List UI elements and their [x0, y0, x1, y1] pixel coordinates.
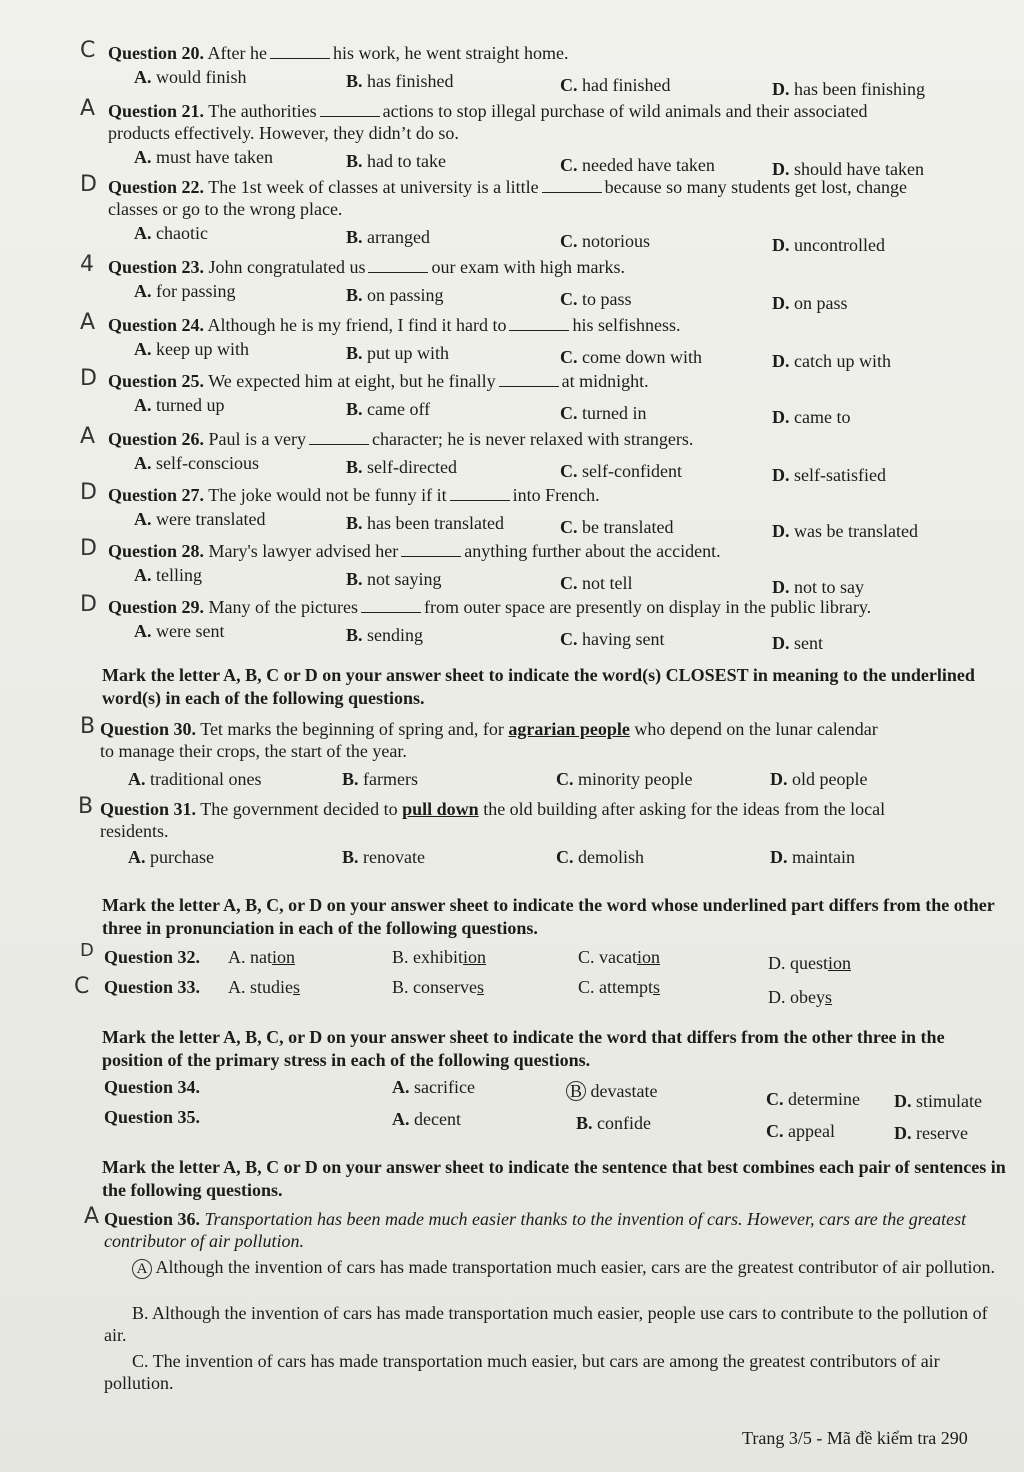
- question-23: [108, 256, 998, 278]
- option-c[interactable]: C. be translated: [560, 517, 674, 537]
- option-d[interactable]: D. sent: [772, 633, 823, 653]
- question-26: [108, 428, 998, 450]
- option-a[interactable]: A. turned up: [134, 395, 225, 415]
- option-a[interactable]: A. would finish: [134, 67, 247, 87]
- question-text-pre: John congratulated us: [208, 257, 366, 277]
- question-label: Question 35.: [104, 1107, 201, 1127]
- option-a[interactable]: A. purchase: [128, 847, 214, 867]
- question-label: Question 22.: [108, 177, 205, 197]
- option-d[interactable]: D. catch up with: [772, 351, 891, 371]
- question-label: Question 23.: [108, 257, 205, 277]
- handwritten-answer-mark: A: [80, 424, 96, 449]
- question-label: Question 20.: [108, 43, 205, 63]
- question-label: Question 25.: [108, 371, 205, 391]
- answer-blank[interactable]: [368, 258, 428, 273]
- option-a[interactable]: A. chaotic: [134, 223, 208, 243]
- option-b[interactable]: B. conserves: [392, 977, 484, 997]
- option-b[interactable]: B. exhibition: [392, 947, 487, 967]
- option-d[interactable]: D. self-satisfied: [772, 465, 886, 485]
- option-d[interactable]: D. obeys: [768, 987, 833, 1007]
- question-20: [108, 42, 998, 64]
- question-text-pre: We expected him at eight, but he finally: [208, 371, 496, 391]
- option-c[interactable]: C. not tell: [560, 573, 633, 593]
- option-c[interactable]: C. self-confident: [560, 461, 682, 481]
- option-d[interactable]: D. has been finishing: [772, 79, 925, 99]
- option-a[interactable]: A. were sent: [134, 621, 225, 641]
- handwritten-answer-mark: A: [80, 310, 96, 335]
- option-c[interactable]: C. determine: [766, 1089, 860, 1109]
- question-text-pre: The authorities: [208, 101, 317, 121]
- handwritten-answer-mark: C: [74, 974, 90, 999]
- option-b[interactable]: B. self-directed: [346, 457, 457, 477]
- question-35: [104, 1106, 994, 1128]
- option-a[interactable]: A. were translated: [134, 509, 266, 529]
- handwritten-answer-mark: D: [80, 172, 97, 197]
- question-label: Question 34.: [104, 1077, 201, 1097]
- question-label: Question 32.: [104, 947, 201, 967]
- option-b[interactable]: B. came off: [346, 399, 431, 419]
- handwritten-answer-mark: D: [80, 592, 97, 617]
- question-text-line2: products effectively. However, they didn’t do so.: [108, 123, 459, 143]
- question-28: [108, 540, 998, 562]
- option-b[interactable]: B. has been translated: [346, 513, 504, 533]
- question-text-line2: residents.: [100, 821, 169, 841]
- option-a[interactable]: A. studies: [228, 977, 301, 997]
- answer-blank[interactable]: [270, 44, 330, 59]
- page-footer: Trang 3/5 - Mã đề kiểm tra 290: [742, 1428, 968, 1448]
- instruction-combine: Mark the letter A, B, C or D on your answer sheet to indicate the sentence that best combines each pair of sentences in the following questions.: [102, 1157, 1006, 1200]
- question-label: Question 29.: [108, 597, 205, 617]
- option-c[interactable]: C. vacation: [578, 947, 660, 967]
- option-a[interactable]: A. sacrifice: [392, 1077, 475, 1097]
- instruction-closest-meaning: Mark the letter A, B, C or D on your answer sheet to indicate the word(s) CLOSEST in meaning to the underlined word(s) in each of the following questions.: [102, 665, 975, 708]
- option-d[interactable]: D. uncontrolled: [772, 235, 885, 255]
- option-a[interactable]: A. self-conscious: [134, 453, 259, 473]
- question-text-pre: The government decided to: [200, 799, 398, 819]
- option-b[interactable]: B. Although the invention of cars has made transportation much easier, people use cars to contribute to the pollution of air.: [104, 1303, 988, 1345]
- question-text-post: who depend on the lunar calendar: [634, 719, 878, 739]
- option-a[interactable]: A. decent: [392, 1109, 461, 1129]
- question-25: [108, 370, 998, 392]
- answer-blank[interactable]: [499, 372, 559, 387]
- question-text-post: at midnight.: [561, 371, 649, 391]
- option-b[interactable]: B. put up with: [346, 343, 450, 363]
- option-b[interactable]: B. arranged: [346, 227, 430, 247]
- question-label: Question 27.: [108, 485, 205, 505]
- question-22: [108, 176, 998, 220]
- question-text-post: from outer space are presently on display in the public library.: [423, 597, 872, 617]
- question-prompt: Transportation has been made much easier thanks to the invention of cars. However, cars are the greatest contributor of air pollution.: [104, 1209, 967, 1251]
- option-d[interactable]: D. old people: [770, 769, 868, 789]
- option-d[interactable]: D. was be translated: [772, 521, 918, 541]
- underlined-phrase: agrarian people: [508, 719, 630, 739]
- handwritten-answer-mark: C: [80, 38, 96, 63]
- question-text-post: anything further about the accident.: [464, 541, 721, 561]
- option-c[interactable]: C. turned in: [560, 403, 647, 423]
- question-text-line2: classes or go to the wrong place.: [108, 199, 343, 219]
- option-c[interactable]: C. having sent: [560, 629, 665, 649]
- question-27: [108, 484, 998, 506]
- handwritten-answer-mark: B: [80, 714, 96, 739]
- question-label: Question 21.: [108, 101, 205, 121]
- question-label: Question 33.: [104, 977, 201, 997]
- option-c[interactable]: C. attempts: [578, 977, 661, 997]
- question-text-pre: The joke would not be funny if it: [208, 485, 447, 505]
- option-d[interactable]: D. question: [768, 953, 852, 973]
- circled-letter: B: [566, 1081, 586, 1101]
- option-a[interactable]: A. keep up with: [134, 339, 249, 359]
- option-c[interactable]: C. to pass: [560, 289, 632, 309]
- option-a[interactable]: A. traditional ones: [128, 769, 262, 789]
- option-d[interactable]: D. came to: [772, 407, 851, 427]
- question-label: Question 30.: [100, 719, 197, 739]
- option-d[interactable]: D. not to say: [772, 577, 864, 597]
- question-text-post: character; he is never relaxed with strangers.: [372, 429, 694, 449]
- question-30: [100, 718, 1010, 762]
- handwritten-answer-mark: A: [80, 96, 96, 121]
- question-text-pre: Paul is a very: [208, 429, 306, 449]
- question-text-pre: Many of the pictures: [208, 597, 358, 617]
- question-text-post: actions to stop illegal purchase of wild animals and their associated: [382, 101, 868, 121]
- question-24: [108, 314, 998, 336]
- option-c[interactable]: C. The invention of cars has made transportation much easier, but cars are among the greatest contributors of air pollution.: [104, 1351, 940, 1393]
- handwritten-answer-mark: 4: [80, 252, 94, 277]
- handwritten-answer-mark: B: [78, 794, 94, 819]
- option-a[interactable]: A. must have taken: [134, 147, 273, 167]
- question-text-pre: After he: [207, 43, 267, 63]
- option-b[interactable]: B. had to take: [346, 151, 446, 171]
- option-c[interactable]: C. minority people: [556, 769, 693, 789]
- option-b[interactable]: B. renovate: [342, 847, 425, 867]
- underlined-phrase: pull down: [402, 799, 479, 819]
- option-a[interactable]: A. for passing: [134, 281, 236, 301]
- question-label: Question 26.: [108, 429, 205, 449]
- question-label: Question 31.: [100, 799, 197, 819]
- question-text-pre: Tet marks the beginning of spring and, for: [200, 719, 504, 739]
- question-label: Question 24.: [108, 315, 205, 335]
- answer-blank[interactable]: [450, 486, 510, 501]
- option-d[interactable]: D. should have taken: [772, 159, 924, 179]
- question-label: Question 28.: [108, 541, 205, 561]
- handwritten-answer-mark: D: [80, 366, 97, 391]
- option-c[interactable]: C. needed have taken: [560, 155, 715, 175]
- circled-letter: A: [132, 1259, 152, 1279]
- option-c[interactable]: C. come down with: [560, 347, 702, 367]
- option-b[interactable]: B. has finished: [346, 71, 454, 91]
- option-d[interactable]: D. stimulate: [894, 1091, 982, 1111]
- question-21: [108, 100, 998, 144]
- question-31: [100, 798, 1010, 842]
- option-c[interactable]: C. demolish: [556, 847, 644, 867]
- question-text-post: into French.: [512, 485, 600, 505]
- option-a[interactable]: A. nation: [228, 947, 296, 967]
- option-b[interactable]: B devastate: [566, 1080, 657, 1102]
- question-text-post: the old building after asking for the ideas from the local: [483, 799, 886, 819]
- handwritten-answer-mark: D: [80, 536, 97, 561]
- question-text-post: his selfishness.: [572, 315, 681, 335]
- question-text-post: his work, he went straight home.: [333, 43, 569, 63]
- handwritten-answer-mark: A: [84, 1204, 100, 1229]
- question-label: Question 36.: [104, 1209, 201, 1229]
- option-b[interactable]: B. not saying: [346, 569, 442, 589]
- question-36: [104, 1208, 1004, 1252]
- option-b[interactable]: B. farmers: [342, 769, 418, 789]
- answer-blank[interactable]: [309, 430, 369, 445]
- option-b[interactable]: B. confide: [576, 1113, 651, 1133]
- option-c[interactable]: C. appeal: [766, 1121, 835, 1141]
- question-text-line2: to manage their crops, the start of the year.: [100, 741, 407, 761]
- option-b[interactable]: B. sending: [346, 625, 424, 645]
- instruction-stress: Mark the letter A, B, C, or D on your answer sheet to indicate the word that differs from the other three in the position of the primary stress in each of the following questions.: [102, 1027, 945, 1070]
- option-d[interactable]: D. on pass: [772, 293, 848, 313]
- question-34: [104, 1076, 994, 1098]
- option-d[interactable]: D. maintain: [770, 847, 855, 867]
- option-b[interactable]: B. on passing: [346, 285, 444, 305]
- question-text-post: our exam with high marks.: [431, 257, 625, 277]
- option-d[interactable]: D. reserve: [894, 1123, 968, 1143]
- answer-blank[interactable]: [542, 178, 602, 193]
- handwritten-answer-mark: D: [80, 940, 94, 961]
- handwritten-answer-mark: D: [80, 480, 97, 505]
- instruction-pronunciation: Mark the letter A, B, C, or D on your answer sheet to indicate the word whose underlined part differs from the other three in pronunciation in each of the following questions.: [102, 895, 995, 938]
- answer-blank[interactable]: [509, 316, 569, 331]
- option-c[interactable]: C. had finished: [560, 75, 671, 95]
- answer-blank[interactable]: [320, 102, 380, 117]
- question-text-post: because so many students get lost, change: [604, 177, 908, 197]
- question-text-pre: Although he is my friend, I find it hard to: [207, 315, 507, 335]
- option-c[interactable]: C. notorious: [560, 231, 651, 251]
- option-a[interactable]: A. telling: [134, 565, 202, 585]
- question-text-pre: The 1st week of classes at university is a little: [208, 177, 539, 197]
- question-29: [108, 596, 998, 618]
- option-a[interactable]: A Although the invention of cars has made transportation much easier, cars are the greatest contributor of air pollution.: [104, 1256, 1004, 1279]
- answer-blank[interactable]: [361, 598, 421, 613]
- answer-blank[interactable]: [401, 542, 461, 557]
- question-text-pre: Mary's lawyer advised her: [208, 541, 399, 561]
